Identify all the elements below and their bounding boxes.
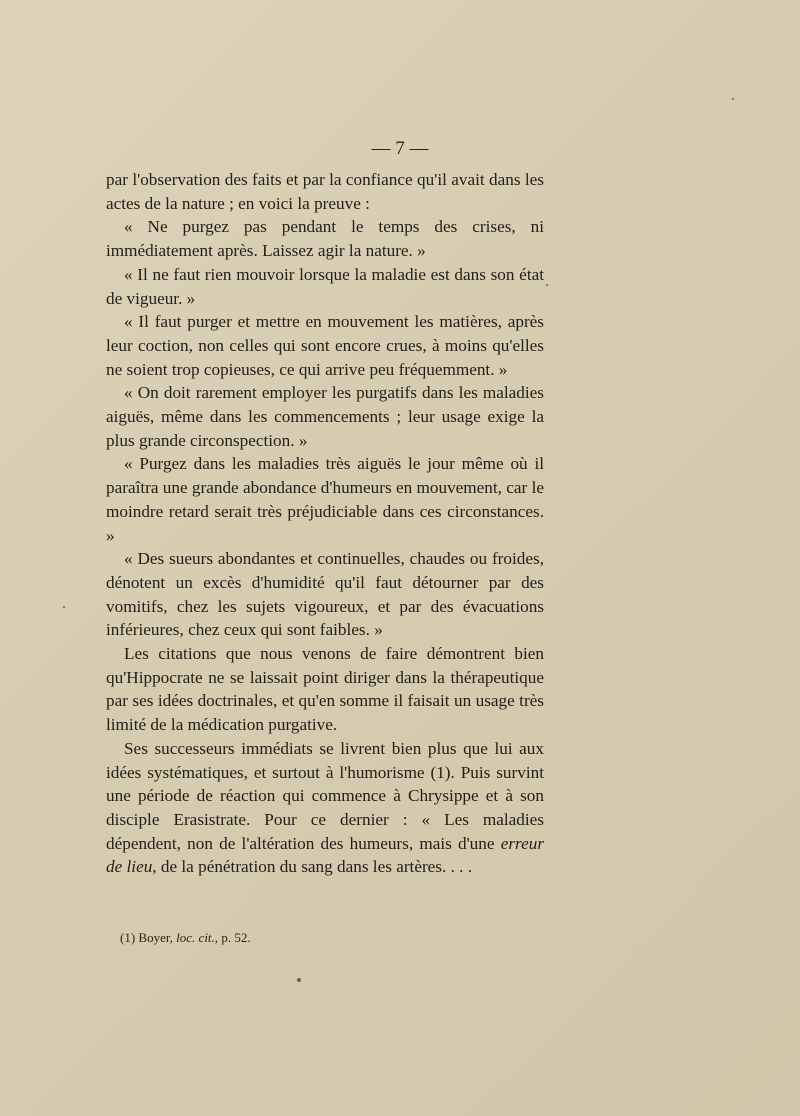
footnote-ref: loc. cit., (176, 930, 219, 945)
paper-speck (732, 98, 734, 100)
footnote-marker: (1) (120, 930, 136, 945)
footnote-page: p. 52. (221, 930, 251, 945)
paragraph-successeurs (106, 737, 544, 879)
paragraph-intro: par l'observation des faits et par la confiance qu'il avait dans les actes de la nature ; en voici la preuve : (106, 170, 544, 213)
quote-vigueur: « Il ne faut rien mouvoir lorsque la maladie est dans son état de vigueur. » (106, 264, 544, 308)
last-line-rest: , de la pénétration du sang dans les artères. . . . (152, 857, 473, 877)
paragraph-hippocrate: Les citations que nous venons de faire démontrent bien qu'Hippocrate ne se laissait point diriger dans la thérapeutique par ses idées doctrinales, et qu'en somme il faisait un usage très limité de la médication purgative. (106, 644, 544, 735)
footnote (120, 930, 251, 946)
body-text (106, 168, 544, 879)
paper-speck (63, 606, 65, 608)
paper-speck (546, 284, 548, 286)
quote-maladies-aigues: « On doit rarement employer les purgatifs dans les maladies aiguës, même dans les commencements ; leur usage exige la plus grande circonspection. » (106, 383, 544, 450)
page-number: — 7 — (371, 138, 429, 159)
quote-purgez: « Purgez dans les maladies très aiguës le jour même où il paraîtra une grande abondance d'humeurs en mouvement, car le moindre retard serait très préjudiciable dans ces circonstances. » (106, 454, 544, 545)
quote-coction: « Il faut purger et mettre en mouvement les matières, après leur coction, non celles qui sont encore crues, à moins qu'elles ne soient trop copieuses, ce qui arrive peu fréquemment. » (106, 312, 544, 379)
quote-crises: « Ne purgez pas pendant le temps des crises, ni immédiatement après. Laissez agir la nature. » (106, 217, 544, 261)
successeurs-text: Ses successeurs immédiats se livrent bien plus que lui aux idées systématiques, et surtout à l'humorisme (1). Puis survint une période de réaction qui commence à Chrysippe et à son disciple Erasistrate. Pour ce dernier : « Les maladies dépendent, non de l'altération des humeurs, mais d'une (106, 738, 544, 853)
footnote-author: Boyer, (138, 930, 173, 945)
erreur-de-lieu: erreur de lieu (106, 833, 545, 877)
paper-speck (297, 978, 301, 982)
quote-sueurs: « Des sueurs abondantes et continuelles, chaudes ou froides, dénotent un excès d'humidité qu'il faut détourner par des vomitifs, chez les sujets vigoureux, et par des évacuations inférieures, chez ceux qui sont faibles. » (106, 549, 544, 640)
